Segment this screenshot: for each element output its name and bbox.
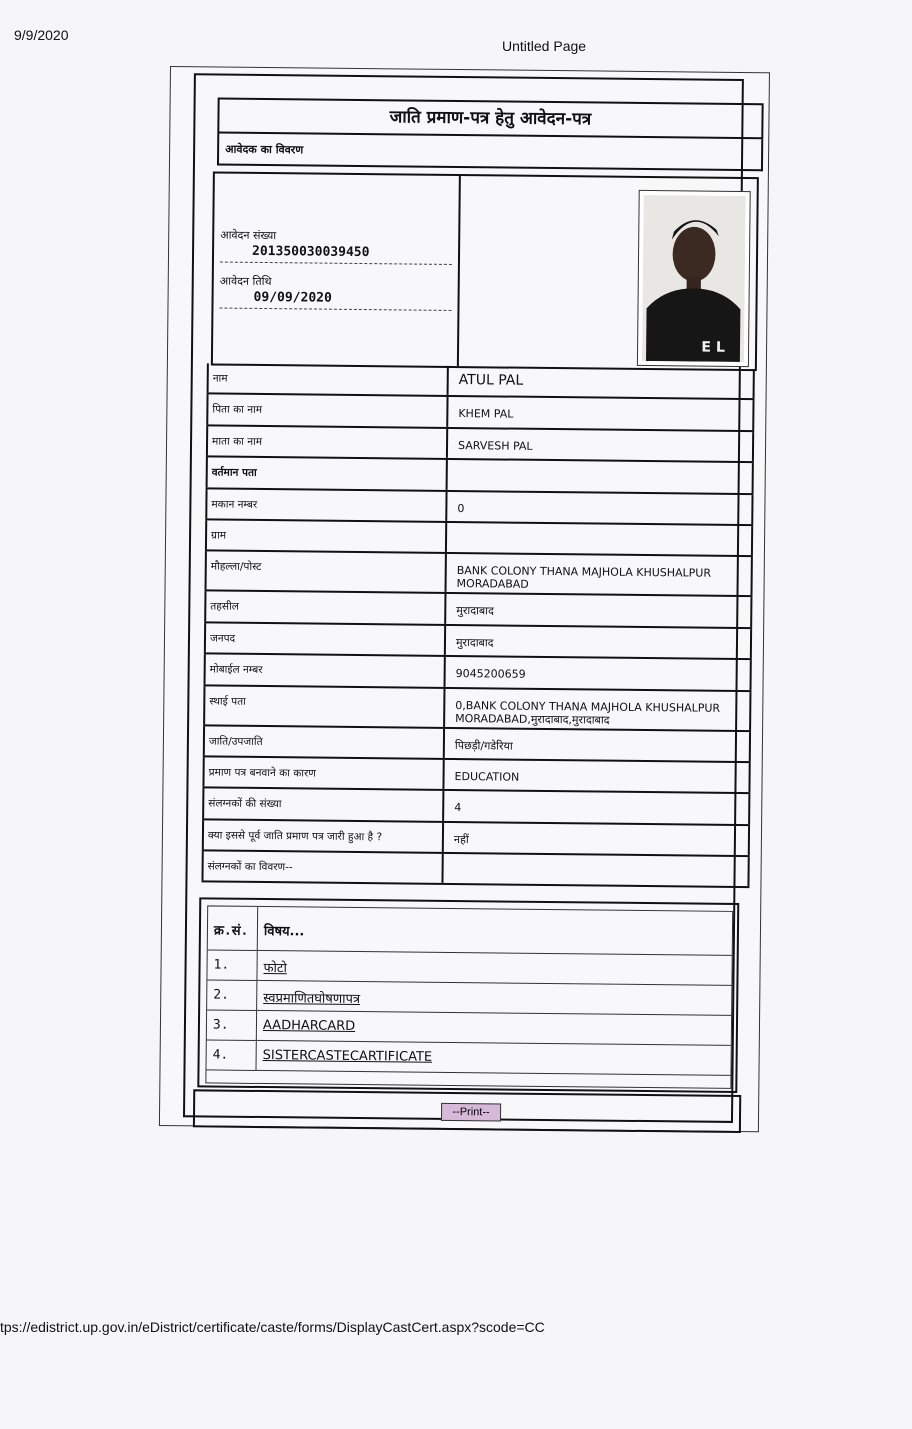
field-label: जनपद [204,623,446,655]
attachments-section [197,897,739,1093]
form-title: जाति प्रमाण-पत्र हेतु आवेदन-पत्र [217,98,763,140]
field-label: संलग्नकों की संख्या [202,789,444,821]
field-label: माता का नाम [206,426,448,458]
print-date: 9/9/2020 [14,27,69,43]
field-value: BANK COLONY THANA MAJHOLA KHUSHALPUR MORADABAD [447,554,753,595]
field-value: नहीं [444,823,750,856]
application-number-label: आवेदन संख्या [220,228,277,243]
attachment-serial: 3. [207,1010,257,1040]
serial-header: क्र.सं. [208,906,258,950]
applicant-photo [637,190,751,367]
application-number: 201350030039450 [251,243,370,261]
field-row-permanent-address [203,686,751,732]
print-bar [193,1089,741,1133]
attachments-table [205,905,733,1088]
divider [220,262,452,265]
field-value: EDUCATION [444,760,750,793]
field-value: ATUL PAL [449,366,755,399]
field-label: मोबाईल नम्बर [204,655,446,687]
application-date: 09/09/2020 [253,289,332,306]
attachment-serial: 1. [207,950,257,980]
field-label: क्या इससे पूर्व जाति प्रमाण पत्र जारी हुआ है ? [202,820,444,852]
application-info-block [211,171,759,371]
field-value: मुरादाबाद [446,594,752,627]
field-row-attachment-details [201,851,749,888]
field-label: संलग्नकों का विवरण-- [201,851,443,883]
subject-header: विषय... [263,924,305,940]
section-heading: आवेदक का विवरण [217,133,763,171]
field-value [448,460,754,493]
attachment-serial: 2. [207,980,257,1010]
field-value: मुरादाबाद [446,626,752,659]
form-frame [183,73,744,1123]
attachment-serial: 4. [206,1040,256,1070]
field-value: 0 [447,491,753,524]
attachment-link-aadhar-card[interactable]: AADHARCARD [262,1018,356,1034]
applicant-details-table [201,363,754,888]
document-page [159,66,770,1132]
attachments-header-row [208,906,732,955]
divider [219,308,451,311]
field-label: जाति/उपजाति [203,726,445,758]
page-url: tps://edistrict.up.gov.in/eDistrict/certificate/caste/forms/DisplayCastCert.aspx?scode=CC [0,1319,545,1335]
field-label: ग्राम [205,520,447,552]
attachment-link-sister-caste-certificate[interactable]: SISTERCASTECARTIFICATE [262,1048,433,1065]
field-label: मकान नम्बर [205,489,447,521]
field-row-locality-post [204,552,752,598]
print-button[interactable]: --Print-- [441,1103,501,1122]
application-meta [213,173,461,366]
field-value: KHEM PAL [448,397,754,430]
field-value [447,523,753,556]
field-label: पिता का नाम [206,395,448,427]
field-value: SARVESH PAL [448,429,754,462]
field-label: मौहल्ला/पोस्ट [205,552,447,593]
field-label: स्थाई पता [203,686,445,727]
attachment-link-photo[interactable]: फोटो [263,961,287,977]
field-value [443,854,749,887]
field-value: पिछड़ी/गडेरिया [445,728,751,761]
attachment-link-self-declaration[interactable]: स्वप्रमाणितघोषणापत्र [263,991,361,1008]
field-value: 9045200659 [446,657,752,690]
shirt-print: E L [701,339,726,356]
application-date-label: आवेदन तिथि [219,274,272,289]
page-title: Untitled Page [502,38,587,54]
field-label: नाम [207,363,449,395]
field-value: 4 [444,791,750,824]
attachment-row [206,1040,730,1075]
applicant-photo-image [642,195,746,362]
field-label: प्रमाण पत्र बनवाने का कारण [202,757,444,789]
field-value: 0,BANK COLONY THANA MAJHOLA KHUSHALPUR MORADABAD,मुरादाबाद,मुरादाबाद [445,688,751,729]
field-label: वर्तमान पता [206,458,448,490]
field-label: तहसील [204,592,446,624]
